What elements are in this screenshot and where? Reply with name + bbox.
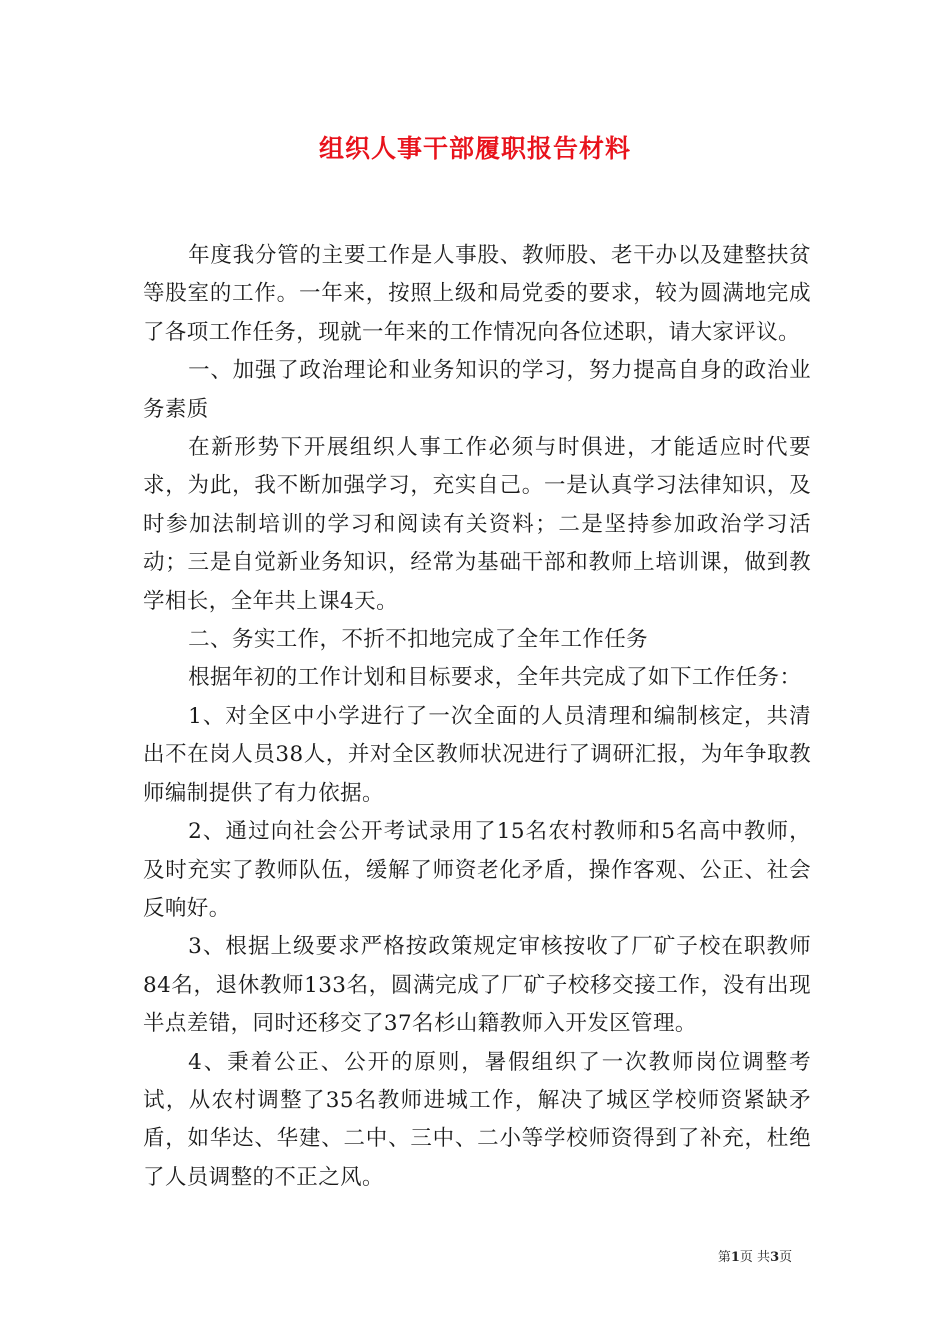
paragraph-intro: 年度我分管的主要工作是人事股、教师股、老干办以及建整扶贫等股室的工作。一年来，按照上级和局党委的要求，较为圆满地完成了各项工作任务，现就一年来的工作情况向各位述职，请大家评议。: [143, 243, 811, 345]
footer-prefix: 第: [717, 1250, 731, 1265]
list-item-1: 1、对全区中小学进行了一次全面的人员清理和编制核定，共清出不在岗人员38人，并对全区教师状况进行了调研汇报，为年争取教师编制提供了有力依据。: [143, 703, 811, 806]
footer-current-page: 1: [730, 1250, 740, 1265]
list-item-3: 3、根据上级要求严格按政策规定审核按收了厂矿子校在职教师84名，退休教师133名，圆满完成了厂矿子校移交接工作，没有出现半点差错，同时还移交了37名杉山籍教师入开发区管理。: [143, 934, 811, 1037]
footer-middle: 页 共: [739, 1250, 771, 1265]
section-heading-2: 二、务实工作，不折不扣地完成了全年工作任务: [188, 627, 649, 653]
section-heading-1: 一、加强了政治理论和业务知识的学习，努力提高自身的政治业务素质: [143, 358, 811, 422]
document-title: 组织人事干部履职报告材料: [318, 134, 631, 163]
list-item-2: 2、通过向社会公开考试录用了15名农村教师和5名高中教师，及时充实了教师队伍，缓解了师资老化矛盾，操作客观、公正、社会反响好。: [143, 819, 811, 921]
paragraph-study: 在新形势下开展组织人事工作必须与时俱进，才能适应时代要求，为此，我不断加强学习，充实自己。一是认真学习法律知识，及时参加法制培训的学习和阅读有关资料；二是坚持参加政治学习活动；三是自觉新业务知识，经常为基础干部和教师上培训课，做到教学相长，全年共上课4天。: [143, 435, 811, 614]
list-item-4: 4、秉着公正、公开的原则，暑假组织了一次教师岗位调整考试，从农村调整了35名教师进城工作，解决了城区学校师资紧缺矛盾，如华达、华建、二中、三中、二小等学校师资得到了补充，杜绝了人员调整的不正之风。: [143, 1049, 811, 1190]
footer-total-pages: 3: [770, 1250, 780, 1265]
footer-suffix: 页: [779, 1250, 793, 1265]
paragraph-tasks-intro: 根据年初的工作计划和目标要求，全年共完成了如下工作任务：: [188, 665, 802, 691]
page-footer: [690, 1250, 820, 1266]
document-body: [143, 237, 811, 1197]
